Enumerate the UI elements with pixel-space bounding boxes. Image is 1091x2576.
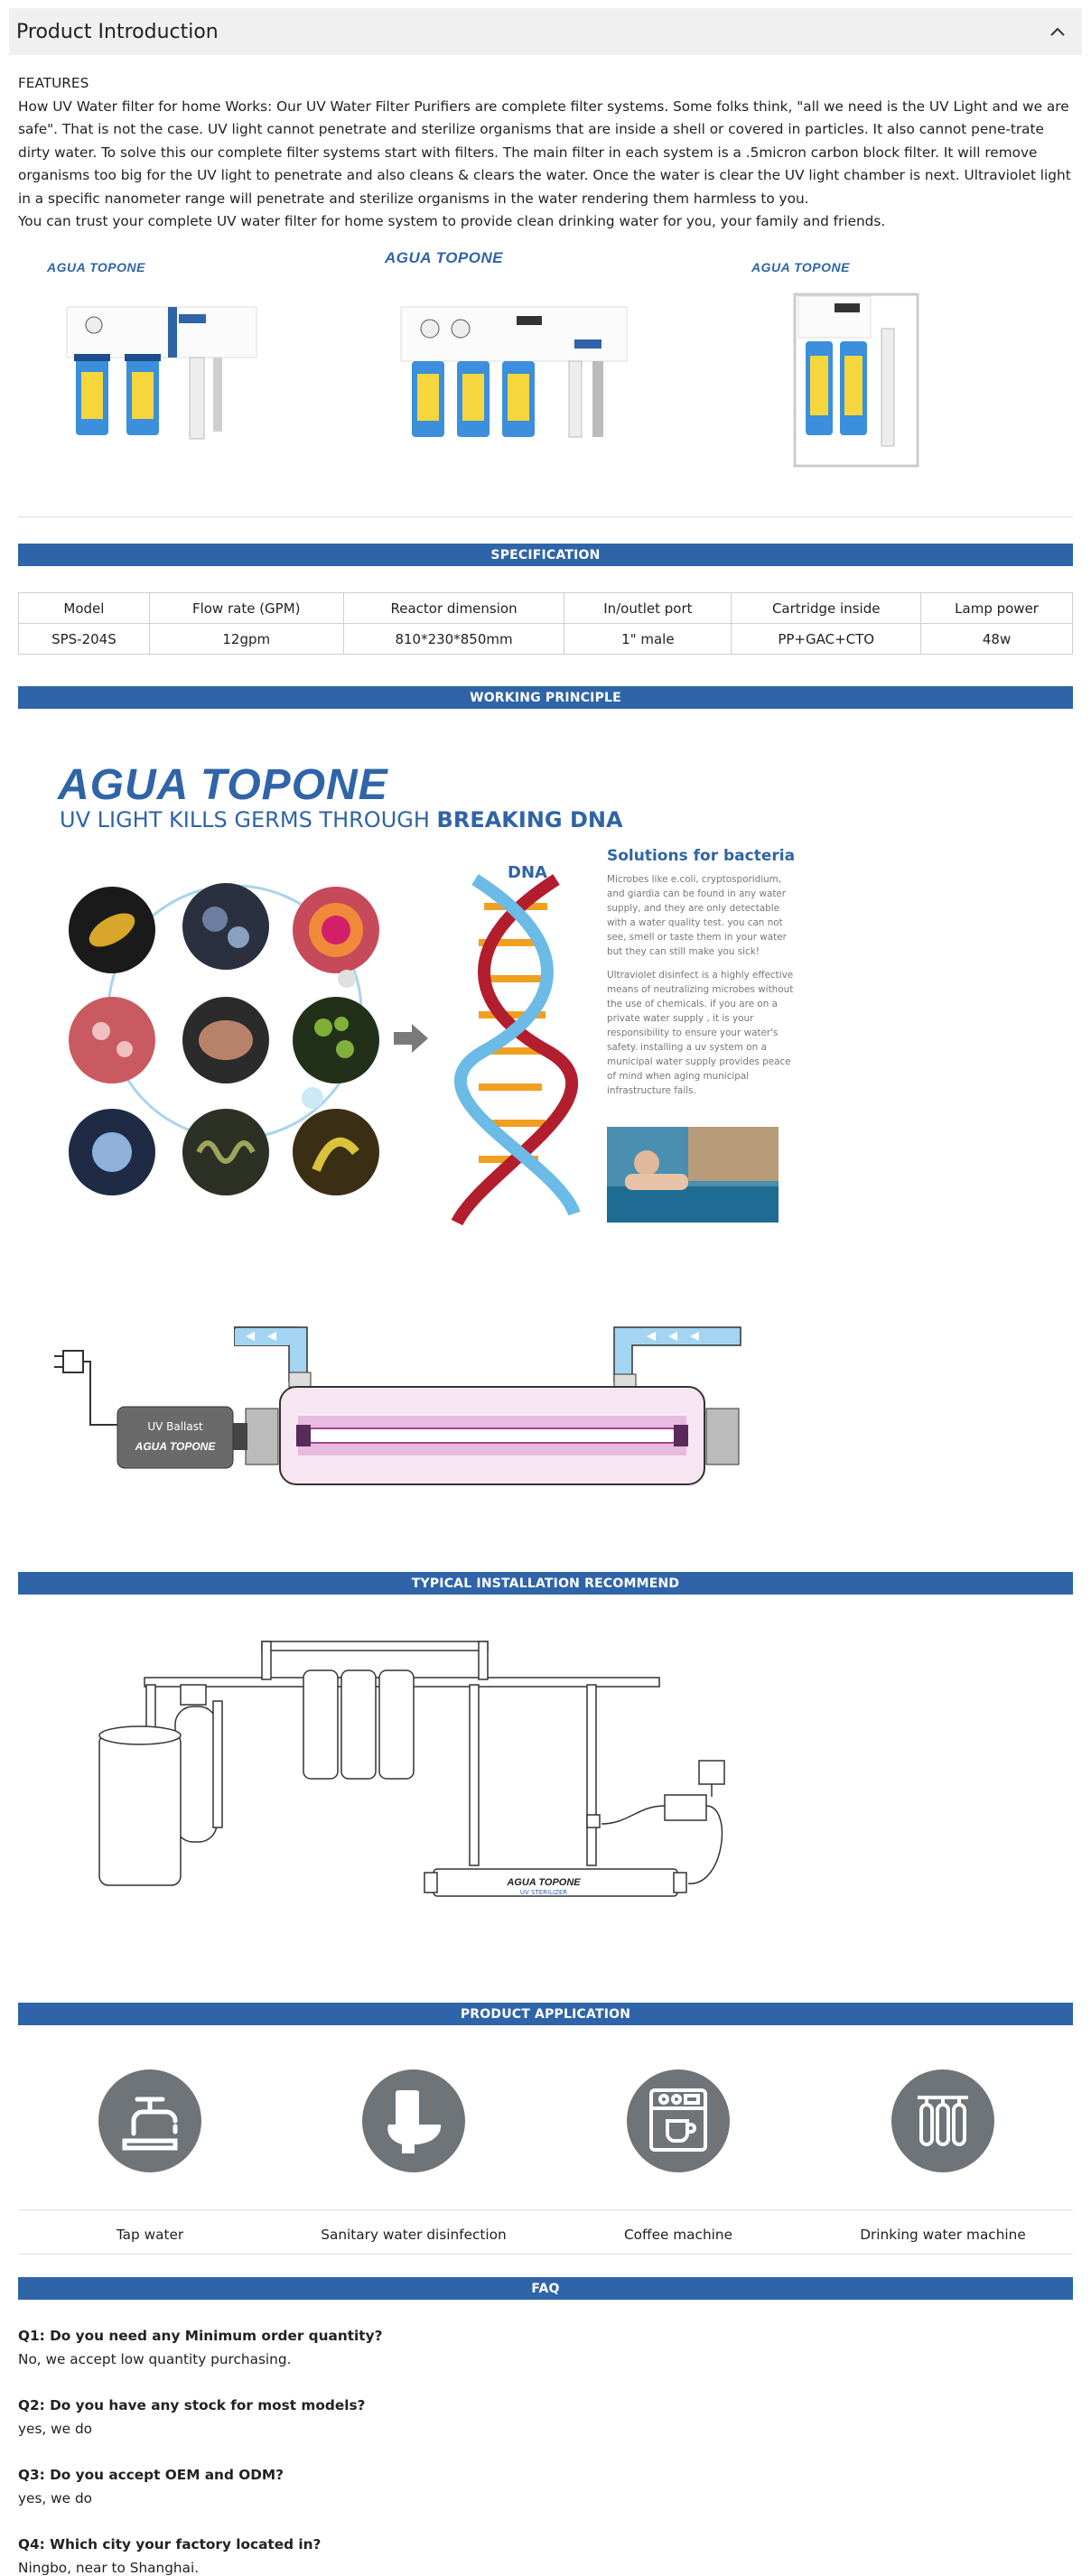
features-paragraph: How UV Water filter for home Works: Our UV Water Filter Purifiers are complete filter systems. Some folks think, "all we need is the UV Light and we are safe". That is not the case. UV light cannot penetrate and sterilize organisms that are inside a shell or covered in particles. It also cannot pene-trate dirty water. To solve this our complete filter systems start with filters. The main filter in each system is a .5micron carbon block filter. It will remove organisms too big for the UV light to penetrate and also cleans & clears the water. Once the water is clear the UV light chamber is next. Ultraviolet light in a specific nanometer range will penetrate and sterilize organisms in the water rendering them harmless to you. — [18, 98, 1071, 207]
sterilizer-brand: AGUA TOPONE — [507, 1877, 581, 1888]
col-lamp-power: Lamp power — [921, 593, 1073, 624]
principle-tagline — [60, 807, 623, 832]
dna-label: DNA — [508, 863, 547, 882]
col-port: In/outlet port — [564, 593, 732, 624]
cell-reactor-dimension: 810*230*850mm — [343, 624, 564, 655]
divider — [18, 2209, 1073, 2210]
col-model: Model — [19, 593, 150, 624]
faq-item — [18, 2324, 1073, 2371]
solutions-panel — [607, 847, 797, 1098]
product-introduction-header[interactable] — [9, 8, 1082, 55]
section-title: Product Introduction — [16, 20, 219, 43]
dna-helix-illustration — [448, 870, 583, 1232]
faq-answer: No, we accept low quantity purchasing. — [18, 2351, 292, 2367]
solutions-paragraph-2: Ultraviolet disinfect is a highly effective means of neutralizing microbes without the use of chemicals. if you are on a private water supply , it is your responsibility to ensure your water's safety. installing a uv system on a municipal water supply provides peace of mind when aging municipal infrastructure fails. — [607, 970, 794, 1096]
ballast-label: UV Ballast — [147, 1420, 203, 1433]
features-heading: FEATURES — [18, 75, 89, 91]
installation-diagram — [81, 1625, 786, 1968]
faq-question: Q2: Do you have any stock for most models? — [18, 2397, 366, 2413]
cell-model: SPS-204S — [19, 624, 150, 655]
application-label-tap-water: Tap water — [116, 2227, 184, 2243]
uv-reactor-diagram — [54, 1318, 786, 1499]
col-flow-rate: Flow rate (GPM) — [149, 593, 343, 624]
spec-table — [18, 592, 1073, 655]
faq-answer: Ningbo, near to Shanghai. — [18, 2560, 200, 2576]
faq-item — [18, 2463, 1073, 2510]
faq-question: Q4: Which city your factory located in? — [18, 2536, 322, 2553]
cell-flow-rate: 12gpm — [149, 624, 343, 655]
faq-item — [18, 2533, 1073, 2576]
ballast-brand: AGUA TOPONE — [135, 1440, 216, 1453]
faucet-icon — [98, 2069, 202, 2173]
coffee-machine-icon — [626, 2069, 731, 2173]
application-label-coffee: Coffee machine — [624, 2227, 732, 2243]
faq-answer: yes, we do — [18, 2490, 93, 2506]
features-text — [18, 72, 1073, 234]
cell-cartridge: PP+GAC+CTO — [732, 624, 921, 655]
installation-section-header: TYPICAL INSTALLATION RECOMMEND — [18, 1572, 1073, 1595]
faq-section-header: FAQ — [18, 2277, 1073, 2300]
specification-section-header: SPECIFICATION — [18, 544, 1073, 566]
product-brand-logo: AGUA TOPONE — [385, 249, 504, 266]
product-image-3-stage — [379, 246, 641, 462]
principle-brand-logo: AGUA TOPONE — [58, 761, 388, 809]
tagline-part1: UV LIGHT KILLS GERMS THROUGH — [60, 807, 437, 832]
cell-lamp-power: 48w — [921, 624, 1073, 655]
application-section-header: PRODUCT APPLICATION — [18, 2003, 1073, 2025]
table-row — [19, 624, 1073, 655]
arrow-right-icon — [394, 1022, 430, 1055]
solutions-paragraph-1: Microbes like e.coli, cryptosporidium, and giardia can be found in any water supply, and they are only detectable with a water quality test. you can not see, smell or taste them in your water but they can still make you sick! — [607, 874, 787, 957]
product-image-standing — [741, 255, 957, 471]
divider — [18, 516, 1073, 517]
faq-question: Q1: Do you need any Minimum order quantity? — [18, 2328, 383, 2344]
chevron-up-icon[interactable] — [1042, 16, 1073, 47]
product-brand-logo: AGUA TOPONE — [47, 260, 145, 274]
application-label-drinking: Drinking water machine — [860, 2227, 1026, 2243]
tagline-part2: BREAKING DNA — [436, 807, 623, 832]
cell-port: 1" male — [564, 624, 732, 655]
features-closing: You can trust your complete UV water filter for home system to provide clean drinking water for you, your family and friends. — [18, 213, 886, 229]
working-principle-section-header: WORKING PRINCIPLE — [18, 686, 1073, 709]
faq-item — [18, 2394, 1073, 2441]
product-brand-logo: AGUA TOPONE — [751, 260, 850, 274]
divider — [18, 2254, 1073, 2255]
toilet-icon — [361, 2069, 466, 2173]
microbe-circles — [54, 872, 415, 1206]
col-reactor-dimension: Reactor dimension — [343, 593, 564, 624]
faq-question: Q3: Do you accept OEM and ODM? — [18, 2467, 284, 2483]
faq-answer: yes, we do — [18, 2421, 93, 2437]
product-image-2-stage — [36, 253, 271, 460]
application-label-sanitary: Sanitary water disinfection — [321, 2227, 507, 2243]
table-header-row — [19, 593, 1073, 624]
sterilizer-label: UV STERILIZER — [519, 1889, 568, 1896]
water-filter-icon — [891, 2069, 995, 2173]
pool-photo — [607, 1127, 779, 1223]
solutions-title: Solutions for bacteria — [607, 847, 796, 865]
col-cartridge: Cartridge inside — [732, 593, 921, 624]
